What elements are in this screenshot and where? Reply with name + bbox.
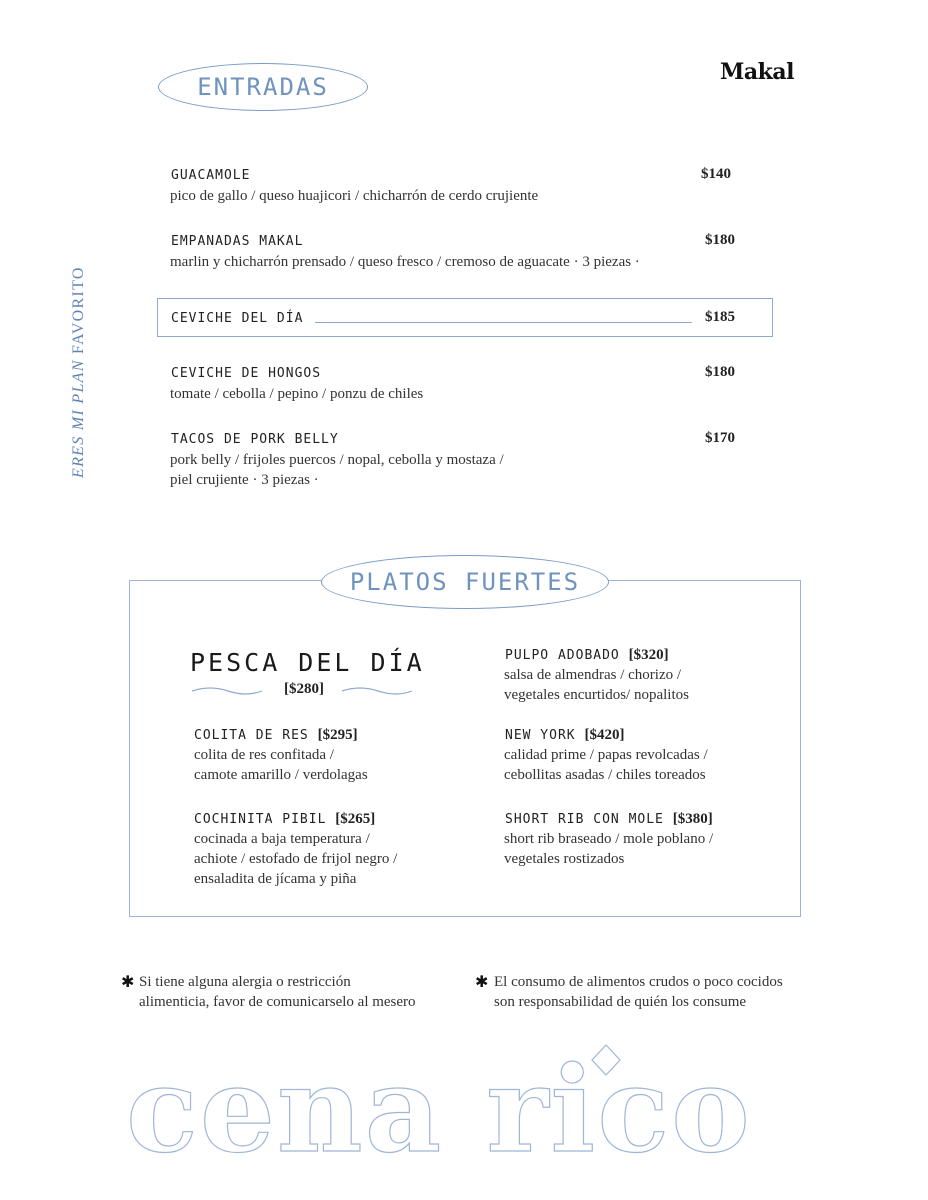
- item-desc: pico de gallo / queso huajicori / chicharrón de cerdo crujiente: [170, 188, 539, 204]
- item-desc: tomate / cebolla / pepino / ponzu de chiles: [170, 386, 424, 402]
- dish-desc: vegetales rostizados: [504, 851, 625, 867]
- footer-outline-word: cena rico: [126, 1040, 752, 1179]
- dish-desc: ensaladita de jícama y piña: [194, 871, 357, 887]
- diamond-ornament: [590, 1043, 622, 1077]
- side-tagline: [70, 266, 88, 478]
- brand-logo: Makal: [720, 59, 794, 85]
- dish-desc: vegetales encurtidos/ nopalitos: [504, 687, 689, 703]
- dish-desc: achiote / estofado de frijol negro /: [194, 851, 398, 867]
- note-line: Si tiene alguna alergia o restricción: [139, 974, 351, 990]
- item-name: CEVICHE DEL DÍA: [171, 311, 304, 326]
- item-name: GUACAMOLE: [171, 168, 251, 183]
- dish-desc: camote amarillo / verdolagas: [194, 767, 368, 783]
- section-title-entradas: ENTRADAS: [158, 63, 368, 111]
- pesca-del-dia-price: [$280]: [284, 681, 324, 697]
- leader-line: [315, 322, 692, 323]
- item-desc: piel crujiente · 3 piezas ·: [170, 472, 319, 488]
- item-desc: marlin y chicharrón prensado / queso fresco / cremoso de aguacate · 3 piezas ·: [170, 254, 640, 270]
- section-title-platos-fuertes: PLATOS FUERTES: [321, 555, 609, 609]
- wave-ornament: [190, 684, 415, 698]
- item-price: $170: [705, 430, 735, 446]
- dish-desc: calidad prime / papas revolcadas /: [504, 747, 708, 763]
- side-tagline-italic: ERES MI PLAN: [70, 359, 87, 478]
- dish-desc: cebollitas asadas / chiles toreados: [504, 767, 706, 783]
- pesca-del-dia-title: PESCA DEL DÍA: [190, 648, 425, 677]
- dish-name: PULPO ADOBADO [$320]: [505, 647, 669, 663]
- dish-desc: salsa de almendras / chorizo /: [504, 667, 682, 683]
- side-tagline-regular: FAVORITO: [70, 266, 87, 354]
- item-price: $185: [705, 309, 735, 325]
- item-price: $140: [701, 166, 731, 182]
- dish-desc: short rib braseado / mole poblano /: [504, 831, 714, 847]
- note-line: alimenticia, favor de comunicarselo al mesero: [139, 994, 416, 1010]
- dish-name: SHORT RIB CON MOLE [$380]: [505, 811, 713, 827]
- item-price: $180: [705, 364, 735, 380]
- asterisk-icon: ✱: [475, 972, 489, 991]
- item-desc: pork belly / frijoles puercos / nopal, cebolla y mostaza /: [170, 452, 504, 468]
- dish-name: COLITA DE RES [$295]: [194, 727, 358, 743]
- item-name: TACOS DE PORK BELLY: [171, 432, 339, 447]
- item-price: $180: [705, 232, 735, 248]
- dish-name: COCHINITA PIBIL [$265]: [194, 811, 376, 827]
- dish-name: NEW YORK [$420]: [505, 727, 625, 743]
- dish-desc: colita de res confitada /: [194, 747, 334, 763]
- note-line: El consumo de alimentos crudos o poco cocidos: [494, 974, 783, 990]
- asterisk-icon: ✱: [121, 972, 135, 991]
- note-line: son responsabilidad de quién los consume: [494, 994, 747, 1010]
- dish-desc: cocinada a baja temperatura /: [194, 831, 370, 847]
- item-name: CEVICHE DE HONGOS: [171, 366, 322, 381]
- item-name: EMPANADAS MAKAL: [171, 234, 304, 249]
